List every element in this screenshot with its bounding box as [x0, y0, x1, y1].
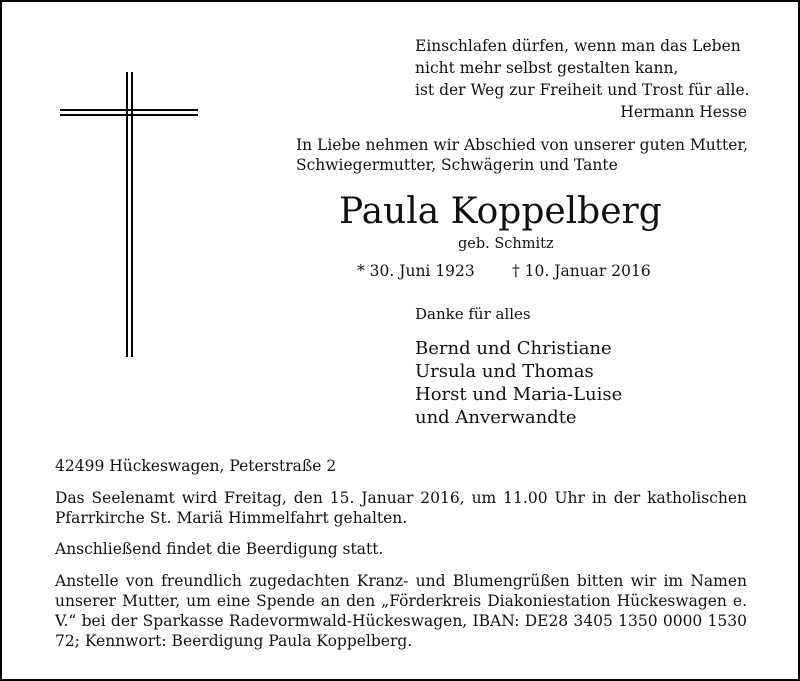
- family-line-2: Ursula und Thomas: [415, 361, 594, 382]
- family-line-1: Bernd und Christiane: [415, 338, 612, 359]
- burial-paragraph: Anschließend findet die Beerdigung statt.: [55, 540, 384, 558]
- quote-line-2: nicht mehr selbst gestalten kann,: [415, 59, 679, 77]
- birth-date: * 30. Juni 1923: [357, 262, 475, 280]
- quote-line-3: ist der Weg zur Freiheit und Trost für alle.: [415, 81, 750, 99]
- thanks-text: Danke für alles: [415, 305, 531, 323]
- deceased-name: Paula Koppelberg: [339, 191, 662, 232]
- maiden-name: geb. Schmitz: [458, 236, 554, 252]
- donation-paragraph: Anstelle von freundlich zugedachten Kranz- und Blumengrüßen bitten wir im Namen unserer Mutter, um eine Spende an den „Förderkreis Diakoniestation Hückeswagen e. V.“ bei der Sparkasse Radevormwald-Hückeswagen, IBAN: DE28 3405 1350 0000 1530 72; Kennwort: Beerdigung Paula Koppelberg.: [55, 572, 747, 650]
- family-line-3: Horst und Maria-Luise: [415, 384, 623, 405]
- intro-line-2: Schwiegermutter, Schwägerin und Tante: [296, 156, 618, 174]
- death-date: † 10. Januar 2016: [512, 262, 651, 280]
- quote-author: Hermann Hesse: [620, 103, 747, 121]
- quote-line-1: Einschlafen dürfen, wenn man das Leben: [415, 37, 741, 55]
- address: 42499 Hückeswagen, Peterstraße 2: [55, 457, 337, 475]
- intro-line-1: In Liebe nehmen wir Abschied von unserer guten Mutter,: [296, 136, 749, 154]
- family-line-4: und Anverwandte: [415, 407, 577, 428]
- service-paragraph: Das Seelenamt wird Freitag, den 15. Januar 2016, um 11.00 Uhr in der katholischen Pfarrkirche St. Mariä Himmelfahrt gehalten.: [55, 489, 747, 527]
